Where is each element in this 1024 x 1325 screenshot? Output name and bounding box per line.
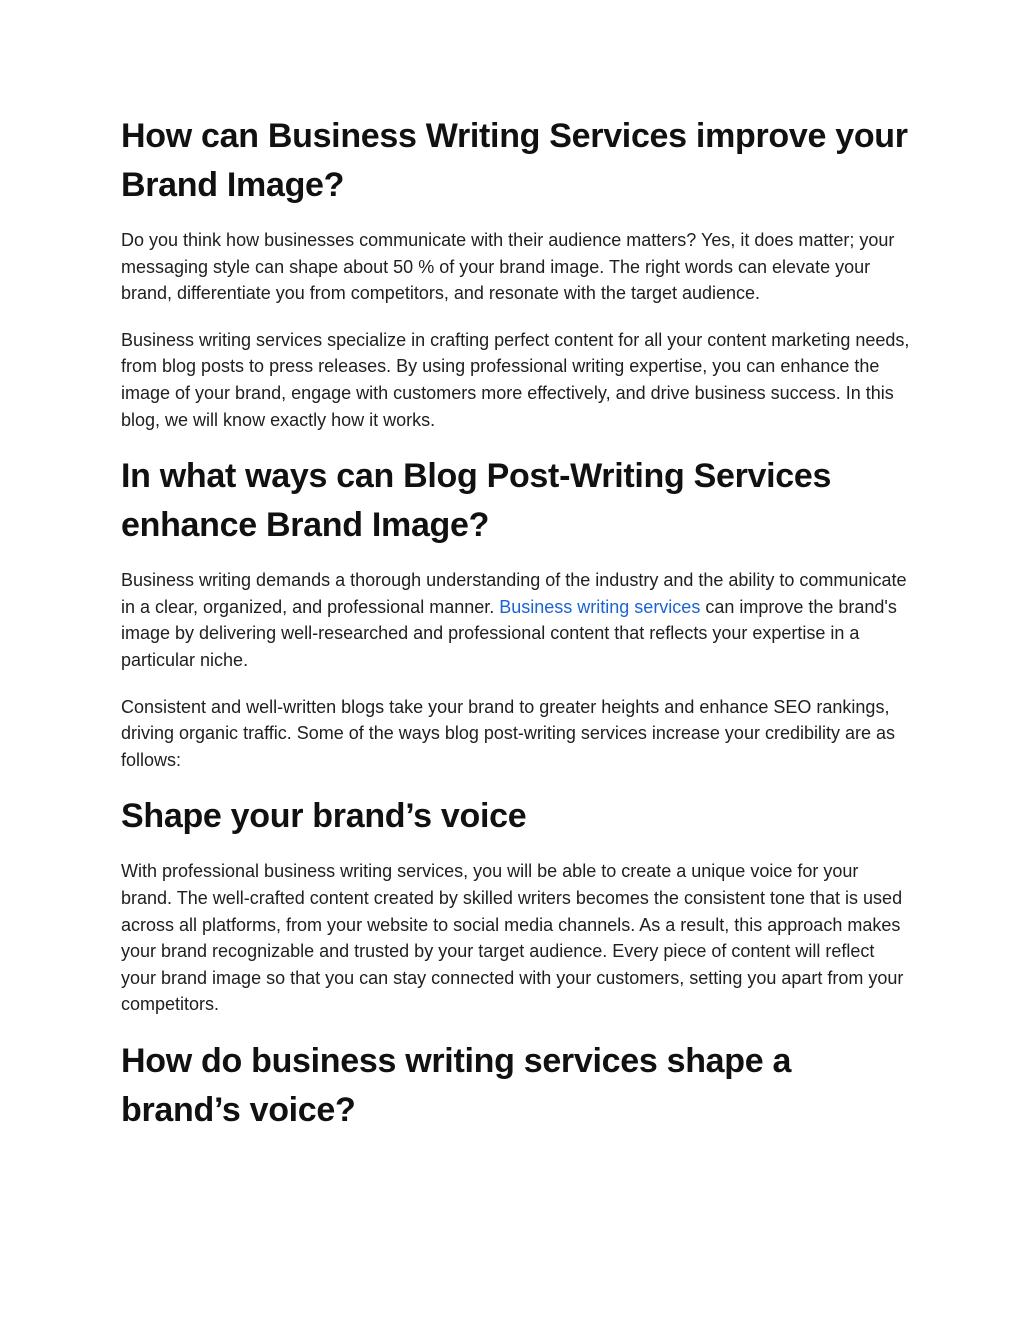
heading-shape-brand-voice: Shape your brand’s voice	[121, 797, 527, 836]
document-page	[121, 112, 911, 1135]
paragraph-unique-voice: With professional business writing services, you will be able to create a unique voice for your brand. The well-crafted content created by skilled writers becomes the consistent tone that is used across all platforms, from your website to social media channels. As a result, this approach makes your brand recognizable and trusted by your target audience. Every piece of content will reflect your brand image so that you can stay connected with your customers, setting you apart from your competitors.	[121, 861, 904, 1015]
paragraph-text-before-link: Business writing demands a thorough understanding of the industry and the ability to communicate in a clear, organized, and professional manner.	[121, 570, 907, 617]
paragraph-intro: Do you think how businesses communicate with their audience matters? Yes, it does matter; your messaging style can shape about 50 % of your brand image. The right words can elevate your brand, differentiate you from competitors, and resonate with the target audience.	[121, 230, 895, 304]
heading-how-shape-voice: How do business writing services shape a brand’s voice?	[121, 1041, 792, 1129]
heading-business-writing: How can Business Writing Services improve your Brand Image?	[121, 117, 908, 204]
paragraph-business-writing-demands	[121, 567, 911, 673]
paragraph-consistent-blogs: Consistent and well-written blogs take your brand to greater heights and enhance SEO rankings, driving organic traffic. Some of the ways blog post-writing services increase your credibility are as follows:	[121, 696, 895, 770]
heading-blog-post-writing: In what ways can Blog Post-Writing Services enhance Brand Image?	[121, 457, 832, 545]
paragraph-services: Business writing services specialize in crafting perfect content for all your content marketing needs, from blog posts to press releases. By using professional writing expertise, you can enhance the image of your brand, engage with customers more effectively, and drive business success. In this blog, we will know exactly how it works.	[121, 329, 910, 430]
paragraph-text-after-link: can improve the brand's image by delivering well-researched and professional content that reflects your expertise in a particular niche.	[121, 596, 897, 670]
business-writing-services-link[interactable]: Business writing services	[499, 596, 701, 617]
